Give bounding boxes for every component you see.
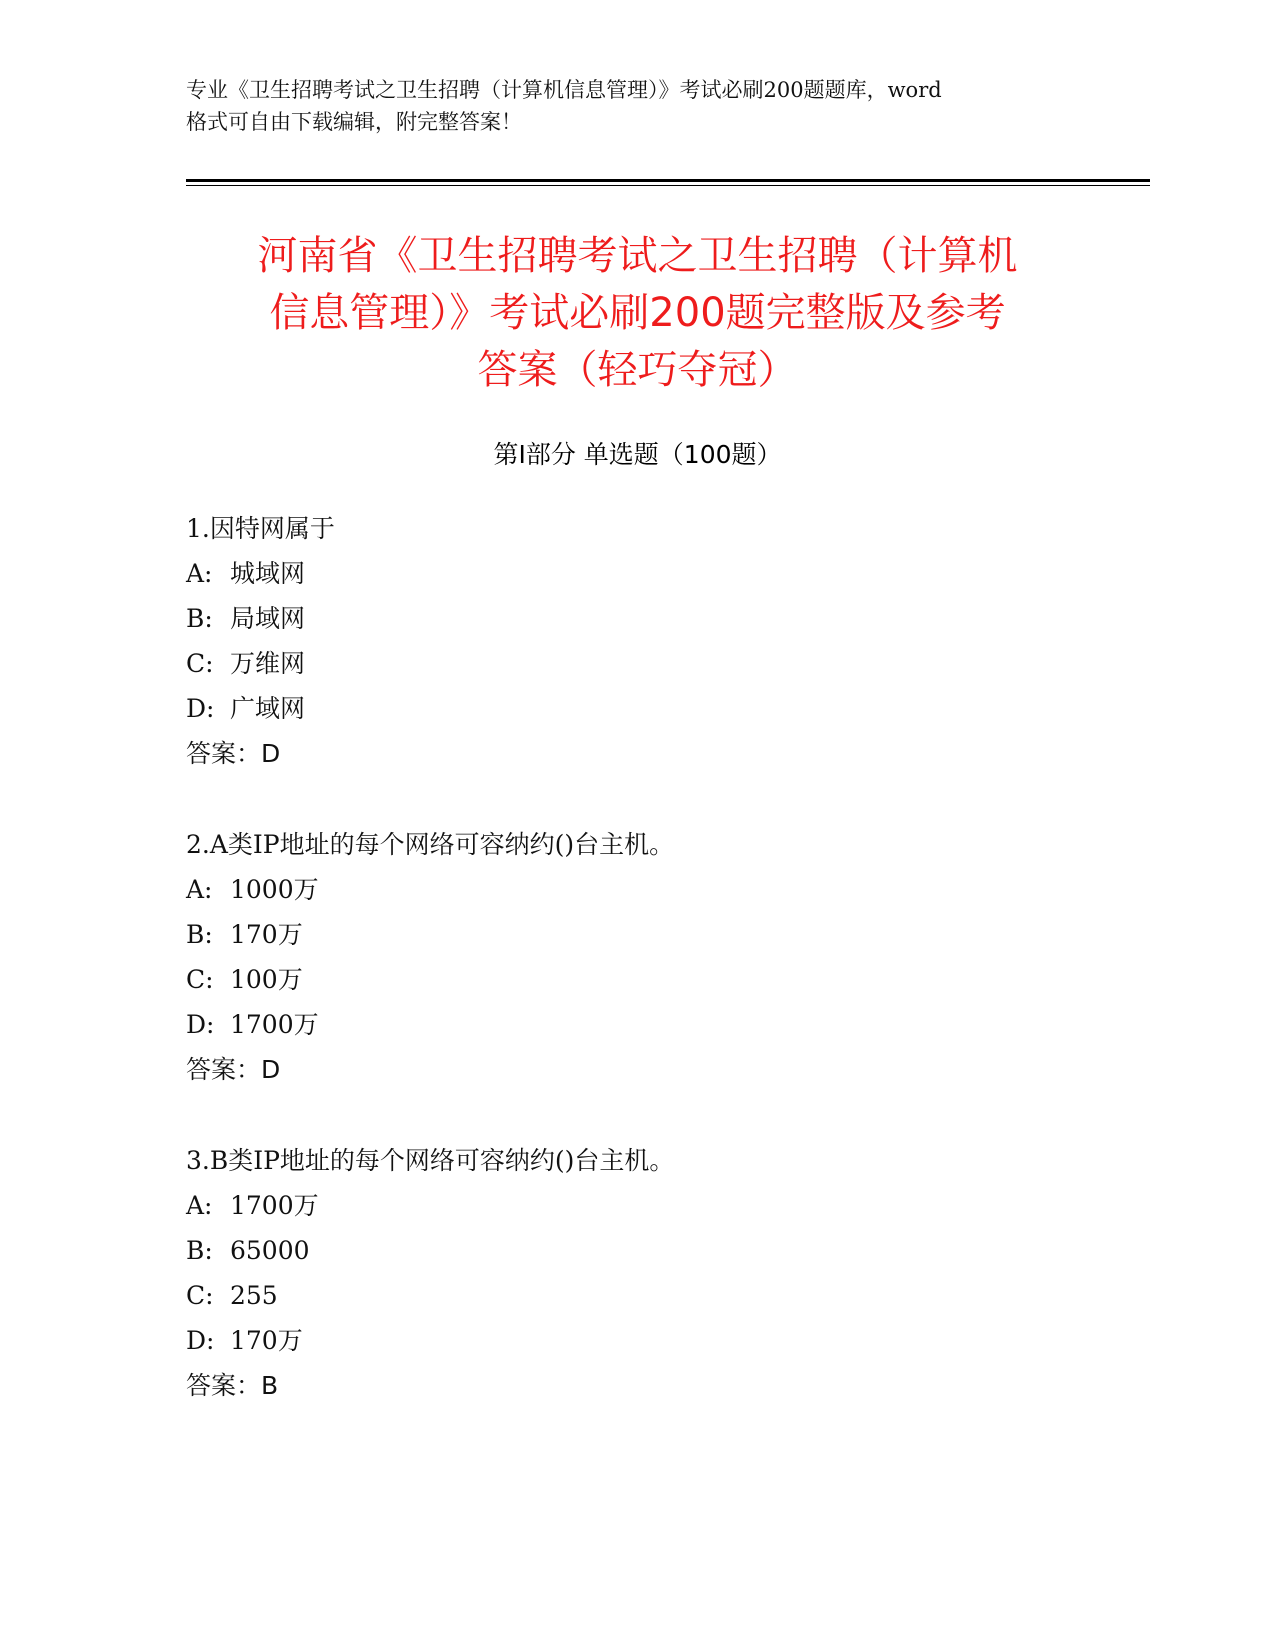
option-label: D: (186, 694, 215, 723)
option-c (186, 641, 1086, 686)
option-label: D: (186, 1326, 215, 1355)
option-label: B: (186, 604, 213, 633)
option-label: C: (186, 965, 214, 994)
question-2 (186, 822, 1086, 1092)
option-text: 城域网 (230, 559, 306, 588)
option-a (186, 551, 1086, 596)
option-c (186, 957, 1086, 1002)
option-text: 广域网 (230, 694, 306, 723)
answer-line: 答案：D (186, 1055, 281, 1084)
option-text: 255 (230, 1281, 278, 1310)
question-1 (186, 506, 1086, 776)
option-label: A: (186, 875, 213, 904)
option-b (186, 596, 1086, 641)
option-b (186, 912, 1086, 957)
option-label: A: (186, 559, 213, 588)
header-rule-thick (186, 179, 1150, 182)
header-note-line-2: 格式可自由下载编辑，附完整答案！ (186, 110, 522, 134)
option-text: 170万 (230, 1326, 303, 1355)
option-d (186, 1002, 1086, 1047)
option-d (186, 686, 1086, 731)
header-note-line-1: 专业《卫生招聘考试之卫生招聘（计算机信息管理）》考试必刷200题题库，word (186, 78, 942, 102)
option-label: B: (186, 1236, 213, 1265)
header-note (186, 74, 1086, 138)
option-label: C: (186, 649, 214, 678)
question-3 (186, 1138, 1086, 1408)
title-line-3: 答案（轻巧夺冠） (477, 347, 798, 393)
document-title (186, 228, 1089, 399)
question-stem: 3.B类IP地址的每个网络可容纳约()台主机。 (186, 1146, 675, 1175)
section-heading: 第Ⅰ部分 单选题（100题） (493, 440, 782, 469)
option-text: 1000万 (230, 875, 319, 904)
option-a (186, 1183, 1086, 1228)
option-text: 65000 (230, 1236, 310, 1265)
option-label: A: (186, 1191, 213, 1220)
option-label: B: (186, 920, 213, 949)
option-text: 万维网 (230, 649, 306, 678)
option-text: 170万 (230, 920, 303, 949)
option-text: 局域网 (230, 604, 306, 633)
option-a (186, 867, 1086, 912)
option-label: C: (186, 1281, 214, 1310)
option-label: D: (186, 1010, 215, 1039)
option-b (186, 1228, 1086, 1273)
option-text: 100万 (230, 965, 303, 994)
answer-line: 答案：D (186, 739, 281, 768)
option-c (186, 1273, 1086, 1318)
question-stem: 2.A类IP地址的每个网络可容纳约()台主机。 (186, 830, 675, 859)
title-line-1: 河南省《卫生招聘考试之卫生招聘（计算机 (257, 233, 1018, 279)
option-text: 1700万 (230, 1191, 319, 1220)
answer-line: 答案：B (186, 1371, 279, 1400)
header-rule-thin (186, 185, 1150, 186)
option-text: 1700万 (230, 1010, 319, 1039)
option-d (186, 1318, 1086, 1363)
title-line-2: 信息管理）》考试必刷200题完整版及参考 (269, 290, 1006, 336)
question-stem: 1.因特网属于 (186, 514, 335, 543)
